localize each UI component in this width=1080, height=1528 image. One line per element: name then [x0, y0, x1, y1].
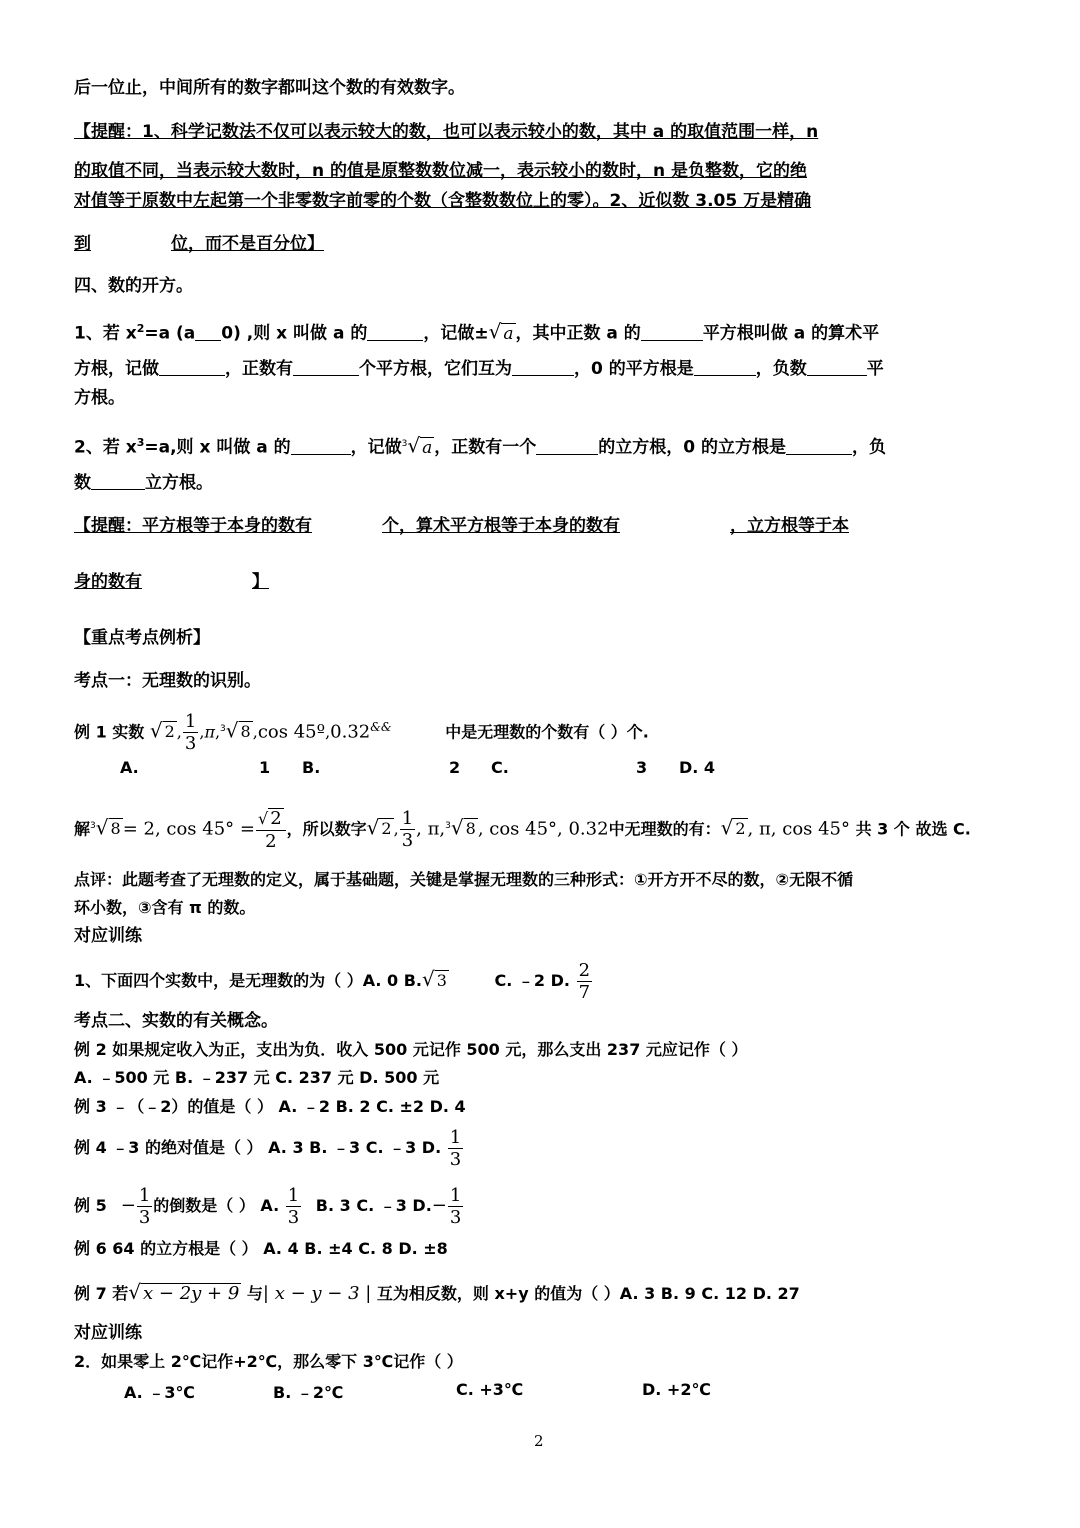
option-d: D. 4	[679, 758, 716, 777]
example-5	[74, 1182, 464, 1230]
list: , cos 45°, 0.32	[477, 818, 609, 840]
fraction: $\frac{√ 2}{2}$	[256, 808, 286, 851]
text: ，所以数字	[286, 819, 367, 839]
cube-root-icon: √	[225, 718, 239, 743]
text: 1、下面四个实数中，是无理数的为（ ）A. 0 B.	[74, 971, 423, 990]
comment: 点评：此题考查了无理数的定义，属于基础题，关键是掌握无理数的三种形式：①开方开不尽的数，②无限不循	[74, 870, 854, 889]
pi: π	[204, 722, 215, 742]
fraction: $\frac{1}{3}$	[401, 807, 414, 851]
option-c-value: 3	[636, 758, 648, 777]
option-a-value: 1	[259, 758, 271, 777]
option-c: C.	[491, 758, 509, 777]
text: 个，算术平方根等于本身的数有	[382, 516, 620, 536]
fraction: $\frac{1}{3}$	[449, 1184, 462, 1228]
text: 的倒数是（ ） A.	[153, 1196, 280, 1215]
text: ，正数有一个	[434, 437, 537, 458]
absolute-value: | x − y − 3 |	[262, 1283, 372, 1304]
text: ，其中正数 a 的	[515, 323, 641, 344]
topic-heading: 考点一：无理数的识别。	[74, 671, 261, 691]
reminder-1: 对值等于原数中左起第一个非零数字前零的个数（含整数数位上的零）。2、近似数 3.05 万是精确	[74, 191, 812, 211]
text: 的立方根，0 的立方根是	[598, 437, 787, 458]
text: ，记做±	[423, 323, 489, 344]
text: 立方根。	[145, 473, 213, 493]
example-2: 例 2 如果规定收入为正，支出为负．收入 500 元记作 500 元，那么支出 237 元应记作（ ）	[74, 1040, 748, 1059]
reminder-2	[74, 515, 849, 537]
text: ，立方根等于本	[730, 516, 849, 536]
sqrt-icon: √	[422, 967, 435, 991]
text: 中是无理数的个数有（ ）个.	[445, 722, 649, 742]
answer: , π, cos 45°	[747, 818, 851, 840]
decimal: 0.32	[330, 721, 371, 743]
question-2	[74, 472, 213, 494]
text: 中无理数的有：	[608, 819, 721, 839]
example-7	[74, 1278, 800, 1306]
option-a: A.	[120, 758, 139, 777]
sqrt-icon: √	[720, 815, 734, 840]
cube-root-icon: √	[450, 815, 464, 840]
text-line: 后一位止，中间所有的数字都叫这个数的有效数字。	[74, 78, 465, 98]
text: ，0 的平方根是	[574, 359, 694, 379]
example-1: 例 1 实数 √ 2 , $\frac{1}{3}$ ,π,$^3$√ 8 ,cos 45º,0.32&& 中是无理数的个数有（ ）个.	[74, 710, 649, 754]
text: ，负	[852, 437, 887, 458]
example-3: 例 3 ﹣（﹣2）的值是（ ） A. ﹣2 B. 2 C. ±2 D. 4	[74, 1097, 466, 1116]
text: 数	[74, 473, 91, 493]
text: ，记做	[350, 437, 402, 458]
sqrt-icon: √	[149, 718, 163, 743]
list: , π,	[416, 818, 446, 840]
text: 例 7 若	[74, 1284, 129, 1303]
root-index: 3	[445, 821, 451, 831]
page-number: 2	[534, 1432, 544, 1450]
radicand: 2	[164, 722, 175, 742]
text: 方根，记做	[74, 359, 159, 379]
text: =a (a	[144, 323, 196, 344]
text: 】	[252, 572, 269, 592]
text: 例 1 实数	[74, 722, 145, 742]
option-b: B.	[302, 758, 321, 777]
radicand: 8	[240, 722, 251, 742]
example-4	[74, 1124, 464, 1172]
text: 个平方根，它们互为	[359, 359, 512, 379]
training-heading: 对应训练	[74, 1323, 142, 1343]
solution-1: 解$^3$√ 8 = 2, cos 45° = $\frac{√ 2}{2}$ ，所以数字√ 2 , $\frac{1}{3}$ , π,$^3$√ 8 , cos 45°, 0.32中无理数的有：√ 2 , π, cos 45° 共 3 个 故选 C.	[74, 807, 971, 853]
fraction: $\frac{1}{3}$	[287, 1184, 300, 1228]
radicand: 8	[110, 819, 121, 839]
glitch: &&	[370, 720, 392, 734]
text: 例 4 ﹣3 的绝对值是（ ） A. 3 B. ﹣3 C. ﹣3 D.	[74, 1138, 442, 1157]
option-b: B. ﹣2℃	[273, 1383, 344, 1402]
comment: 环小数，③含有 π 的数。	[74, 898, 256, 917]
radicand: x − 2y + 9	[143, 1283, 240, 1304]
radicand: a	[503, 323, 514, 344]
equation: = 2, cos 45° =	[122, 818, 255, 840]
option-d: D. +2℃	[642, 1380, 711, 1399]
reminder-1	[74, 233, 324, 255]
text: 平	[866, 359, 884, 379]
question-1: 方根。	[74, 388, 125, 408]
text: 解	[74, 819, 91, 839]
text: 1、若 x	[74, 323, 137, 344]
text: 与	[246, 1284, 263, 1303]
text: 到	[74, 234, 91, 254]
training-heading: 对应训练	[74, 926, 142, 946]
sqrt-icon: √	[488, 319, 502, 344]
fraction: $\frac{1}{3}$	[138, 1184, 151, 1228]
reminder-1: 【提醒：1、科学记数法不仅可以表示较大的数，也可以表示较小的数，其中 a 的取值范围一样，n	[74, 122, 819, 142]
sup: 3	[136, 436, 145, 449]
text: C. ﹣2 D.	[494, 971, 570, 990]
text: 例 5	[74, 1196, 107, 1215]
root-index: 3	[90, 821, 96, 831]
section-heading: 【重点考点例析】	[74, 628, 210, 648]
cos: cos 45º	[257, 721, 326, 743]
question-1	[74, 358, 884, 380]
text: 共 3 个 故选 C.	[855, 819, 971, 839]
text: 平方根叫做 a 的算术平	[702, 323, 880, 344]
text: 互为相反数，则 x+y 的值为（ ）A. 3 B. 9 C. 12 D. 27	[376, 1284, 800, 1303]
example-6: 例 6 64 的立方根是（ ） A. 4 B. ±4 C. 8 D. ±8	[74, 1239, 448, 1258]
text: 身的数有	[74, 572, 142, 592]
option-a: A. ﹣3℃	[124, 1383, 195, 1402]
text: =a,则 x 叫做 a 的	[144, 437, 291, 458]
example-2-options: A. ﹣500 元 B. ﹣237 元 C. 237 元 D. 500 元	[74, 1068, 440, 1087]
minus: −	[431, 1195, 447, 1216]
section-heading: 四、数的开方。	[74, 276, 193, 296]
radicand: 2	[381, 819, 392, 839]
question-1	[74, 318, 879, 345]
text: 2、若 x	[74, 437, 137, 458]
radicand: a	[422, 437, 433, 458]
fraction: $\frac{1}{3}$	[184, 710, 197, 754]
fraction: $\frac{2}{7}$	[578, 959, 591, 1003]
fraction: $\frac{1}{3}$	[449, 1126, 462, 1170]
text: 0) ,则 x 叫做 a 的	[221, 323, 368, 344]
text: 位，而不是百分位】	[171, 234, 324, 254]
option-c: C. +3℃	[456, 1380, 524, 1399]
question-2	[74, 432, 886, 459]
sqrt-icon: √	[128, 1280, 142, 1304]
cube-root-icon: √	[407, 433, 421, 458]
text: B. 3 C. ﹣3 D.	[315, 1196, 432, 1215]
reminder-1: 的取值不同，当表示较大数时，n 的值是原整数数位减一，表示较小的数时，n 是负整数，它的绝	[74, 161, 808, 181]
training-question-1	[74, 954, 593, 1004]
sqrt-icon: √	[366, 815, 380, 840]
text: ，负数	[755, 359, 807, 379]
minus: −	[120, 1195, 136, 1216]
topic-heading: 考点二、实数的有关概念。	[74, 1011, 278, 1031]
root-index: 3	[220, 724, 226, 734]
radicand: 2	[735, 819, 746, 839]
radicand: 8	[465, 819, 476, 839]
option-b-value: 2	[449, 758, 461, 777]
text: ，正数有	[225, 359, 293, 379]
training-question-2: 2．如果零上 2℃记作+2℃，那么零下 3℃记作（ ）	[74, 1352, 463, 1371]
reminder-2	[74, 571, 269, 593]
radicand: 3	[436, 971, 447, 990]
cube-root-icon: √	[95, 815, 109, 840]
text: 【提醒：平方根等于本身的数有	[74, 516, 312, 536]
sup: 2	[136, 322, 145, 335]
root-index: 3	[401, 439, 408, 449]
